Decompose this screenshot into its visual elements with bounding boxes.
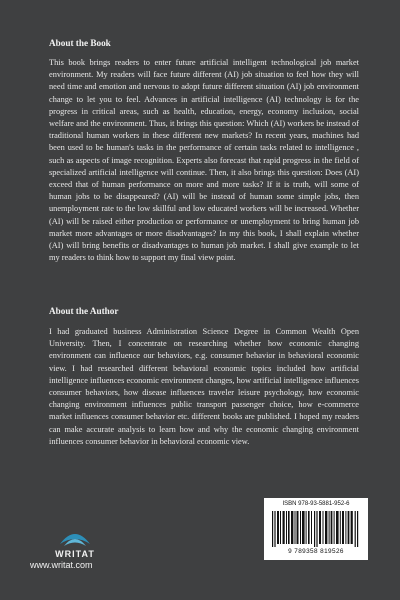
about-author-text: I had graduated business Administration Science Degree in Common Wealth Open University. Then, I concentrate on researching whether how economic changing environment can influence our behaviors, e.g. consumer behavior in behavioral economic view. I had researched different behavioral economic topics included how artificial intelligence influences economic environment changes, how artificial intelligence influences consumer behaviors, how disease influences traveler leisure psychology, how economic changing environment influences public transport passenger choice, how e-commerce market influences consumer behavior etc. different books are published. I hoped my readers can make accurate analysis to learn how and why the economic changing environment influences consumer behavior in behavioral economic view. — [49, 327, 359, 446]
isbn-label: ISBN 978-93-5881-952-6 — [282, 501, 350, 507]
barcode-bars — [272, 511, 360, 547]
about-book-heading: About the Book — [49, 38, 111, 48]
writat-logo-icon — [58, 526, 92, 548]
barcode-digits: 9 789358 819526 — [288, 548, 344, 555]
about-author-heading: About the Author — [49, 306, 119, 316]
about-book-text: This book brings readers to enter future artificial intelligent technological job market environment. My readers will face future different (AI) job situation to feel how they will need time and emotion and nervous to adopt future different situation (AI) job environment change to let you to feel. Advances in artificial intelligence (AI) technology is for the progress in critical areas, such as health, education, energy, economy inclusion, social welfare and the environment. Thus, it brings this question: Which (AI) workers be instead of traditional human workers in these different new markets? In recent years, machines had been used to be human's tasks in the performance of certain tasks related to intelligence , such as aspects of image recognition. Experts also forecast that rapid progress in the field of specialized artificial intelligence will continue. Then, it also brings this question: Does (AI) exceed that of human performance on more and more tasks? If it is truth, will some of human jobs to be disappeared? (AI) will be instead of human some simple jobs, then unemployment rate to the low skillful and low educated workers will be increased. Whether (AI) will be raised either production or performance or unemployment to bring human job market more advantages or more disadvantages? In my this book, I shall explain whether (AI) will bring benefits or disadvantages to human job market. I shall give example to let my readers to think how to support my final view point. — [49, 58, 359, 263]
isbn-barcode — [264, 498, 368, 560]
publisher-url: www.writat.com — [30, 560, 93, 570]
publisher-logo — [30, 526, 140, 586]
publisher-name: WRITAT — [55, 549, 95, 559]
